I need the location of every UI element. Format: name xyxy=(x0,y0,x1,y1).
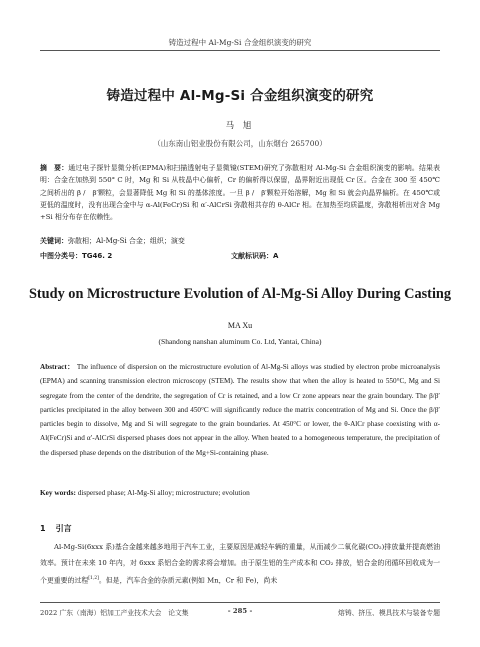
english-abstract-text: The influence of dispersion on the microstructure evolution of Al-Mg-Si alloys was studied by electron probe microanalysis (EPMA) and scanning transmission electron microscopy (STEM). The results show that when the alloy is heated to 550°C, Mg and Si segregate from the center of the dendrite, the segregation of Cr is retained, and a low Cr zone appears near the grain boundary. The β/β′ particles precipitated in the alloy between 300 and 450°C will significantly reduce the matrix concentration of Mg and Si. Once the β/β′ particles begin to dissolve, Mg and Si will segregate to the grain boundaries. At 450°C or lower, the θ-AlCr phase coexisting with α-Al(FeCr)Si and α′-AlCrSi dispersed phases does not appear in the alloy. When heated to a homogeneous temperature, the precipitation of the dispersed phase depends on the distribution of the Mg+Si-containing phase. xyxy=(40,363,441,457)
chinese-abstract-label: 摘 要： xyxy=(40,164,69,172)
english-title: Study on Microstructure Evolution of Al-Mg-Si Alloy During Casting xyxy=(28,286,452,302)
english-keywords-label: Key words: xyxy=(40,488,76,497)
classification-row xyxy=(40,251,440,261)
chinese-keywords xyxy=(40,236,440,246)
footer-rule xyxy=(40,602,440,603)
section-number: 1 xyxy=(40,524,46,533)
page-number: - 285 - xyxy=(227,607,253,615)
citation-superscript: [1,2] xyxy=(88,576,99,581)
chinese-keywords-text: 弥散相；Al-Mg-Si 合金；组织；演变 xyxy=(68,237,185,245)
intro-text-1: Al-Mg-Si(6xxx 系)基合金越来越多地用于汽车工业，主要原因是减轻车辆的重量，从而减少二氧化碳(CO₂)排放量并提高燃油效率。预计在未来 10 年内，对 6xxx 系铝合金的需求将会增加。由于原生铝的生产成本和 CO₂ 排放，铝合金的闭循环回收成为一个更重要的过程 xyxy=(40,543,440,585)
chinese-affiliation: （山东南山铝业股份有限公司，山东烟台 265700） xyxy=(153,139,327,148)
english-keywords-text: dispersed phase; Al-Mg-Si alloy; microstructure; evolution xyxy=(77,488,250,497)
running-header: 铸造过程中 Al-Mg-Si 合金组织演变的研究 xyxy=(168,38,312,47)
doc-code xyxy=(231,251,278,261)
clc-value: TG46. 2 xyxy=(82,252,113,260)
page-footer xyxy=(40,607,440,619)
footer-topic: 熔铸、挤压、模具技术与装备专题 xyxy=(338,609,440,617)
doc-code-label: 文献标识码： xyxy=(231,252,273,260)
chinese-abstract xyxy=(40,162,440,223)
doc-code-value: A xyxy=(273,252,279,260)
introduction-paragraph xyxy=(40,540,440,589)
chinese-author: 马 旭 xyxy=(225,121,255,131)
clc-label: 中图分类号： xyxy=(40,252,82,260)
chinese-keywords-label: 关键词： xyxy=(40,237,68,245)
english-keywords xyxy=(40,488,440,497)
footer-proceedings: 2022 广东（南海）铝加工产业技术大会 论文集 xyxy=(40,609,189,617)
english-affiliation: (Shandong nanshan aluminum Co. Ltd, Yantai, China) xyxy=(158,337,322,346)
section-title: 引言 xyxy=(55,524,72,533)
chinese-abstract-text: 通过电子探针显微分析(EPMA)和扫描透射电子显微镜(STEM)研究了弥散相对 Al-Mg-Si 合金组织演变的影响。结果表明：合金在加热到 550° C 时，Mg 和 Si 从枝晶中心偏析，Cr 的偏析得以保留，晶界附近出现低 Cr 区。合金在 300 至 450℃之间析出的 β / β′颗粒，会显著降低 Mg 和 Si 的基体浓度。一旦 β / β′颗粒开始溶解，Mg 和 Si 就会向晶界偏析。在 450℃或更低的温度时，没有出现合金中与 α-Al(FeCr)Si 和 α′-AlCrSi 弥散相共存的 θ-AlCr 相。在加热至均质温度，弥散相析出对含 Mg+Si 相分布存在依赖性。 xyxy=(40,164,440,222)
english-abstract xyxy=(40,360,440,460)
english-author: MA Xu xyxy=(227,321,253,330)
chinese-title: 铸造过程中 Al-Mg-Si 合金组织演变的研究 xyxy=(106,88,374,104)
header-rule xyxy=(40,50,440,51)
section-heading xyxy=(40,523,72,534)
english-abstract-label: Abstract： xyxy=(40,363,75,371)
intro-text-2: 。但是，汽车合金的杂质元素(例如 Mn，Cr 和 Fe)，尚未 xyxy=(98,576,278,585)
